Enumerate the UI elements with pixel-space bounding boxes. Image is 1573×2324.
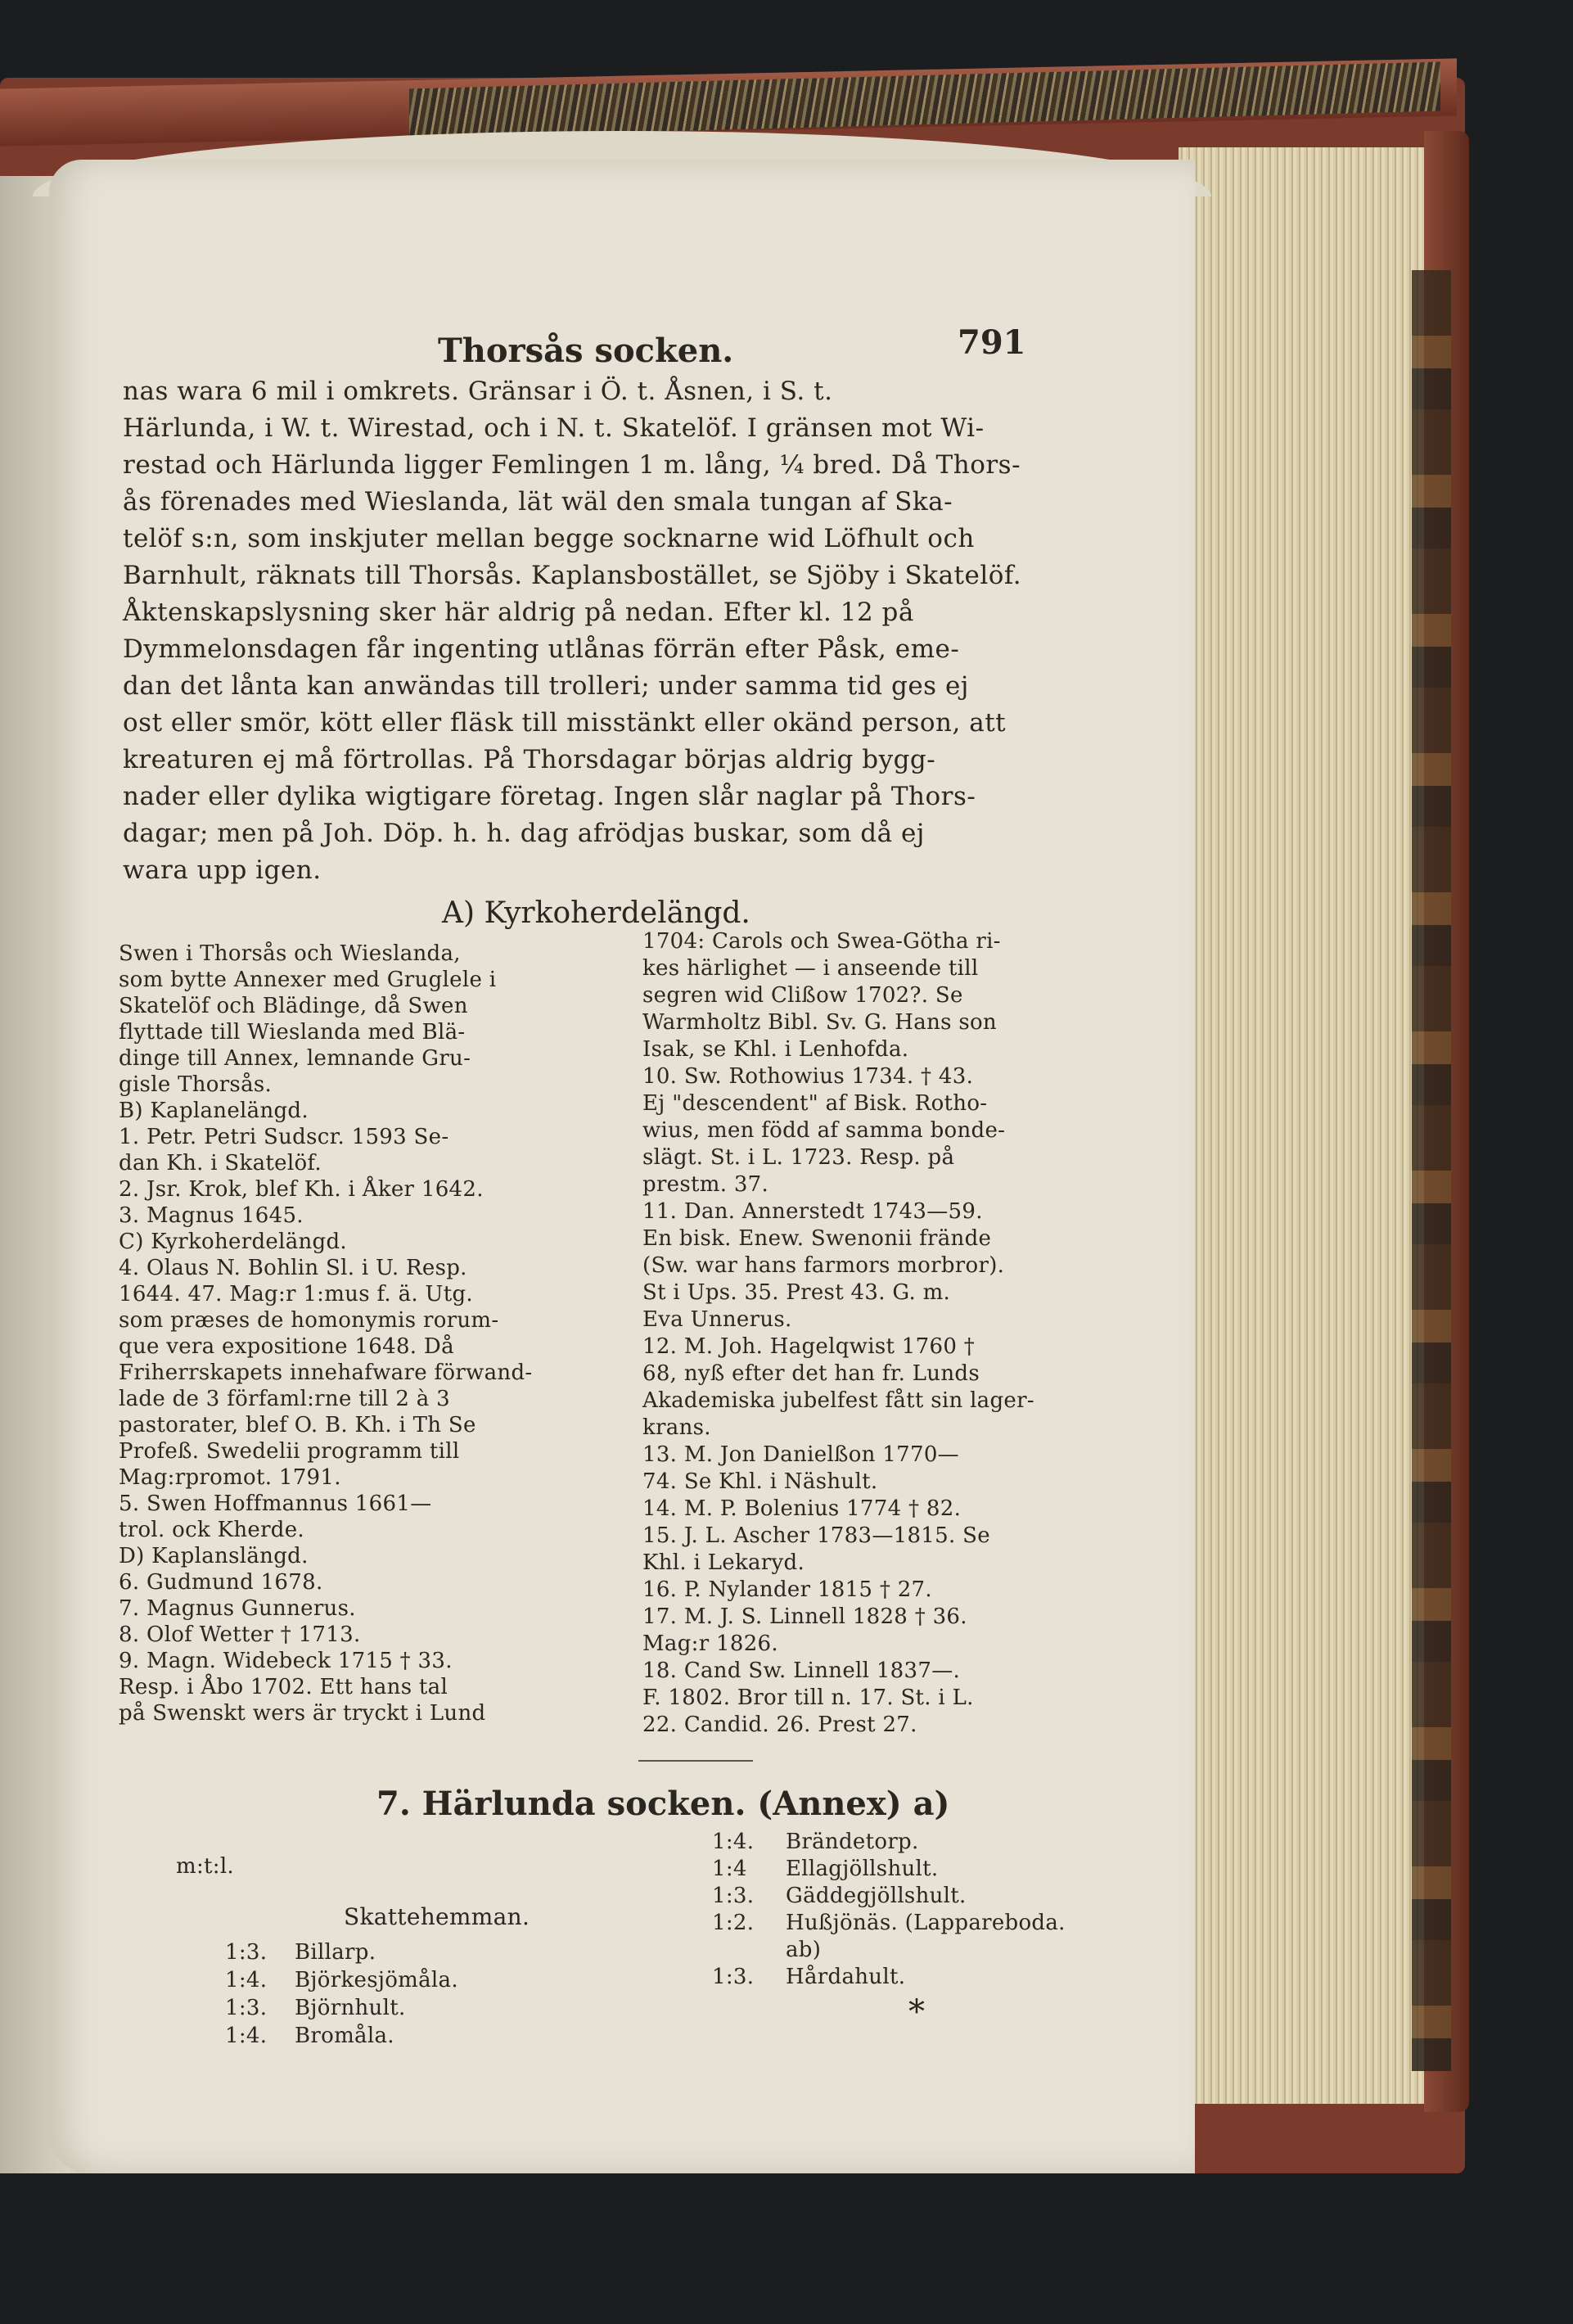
- body-line: telöf s:n, som inskjuter mellan begge socknarne wid Löfhult och: [123, 524, 975, 553]
- body-line: Dymmelonsdagen får ingenting utlånas förrän efter Påsk, eme-: [123, 634, 960, 664]
- left-col-line: dan Kh. i Skatelöf.: [119, 1151, 322, 1176]
- body-line: wara upp igen.: [123, 855, 322, 885]
- left-col-line: 1644. 47. Mag:r 1:mus f. ä. Utg.: [119, 1282, 473, 1306]
- farm-right-tal: 1:2.: [712, 1911, 755, 1935]
- farm-right-tal: 1:3.: [712, 1965, 755, 1989]
- left-col-line: som præses de homonymis rorum-: [119, 1308, 499, 1333]
- right-col-line: 10. Sw. Rothowius 1734. † 43.: [642, 1064, 974, 1089]
- left-col-line: 5. Swen Hoffmannus 1661—: [119, 1491, 432, 1516]
- footnote-mark: *: [908, 1993, 925, 2031]
- farm-left-name: Björkesjömåla.: [295, 1968, 458, 1992]
- farm-left-name: Bromåla.: [295, 2024, 394, 2048]
- left-col-line: Friherrskapets innehafware förwand-: [119, 1361, 533, 1385]
- right-col-line: Khl. i Lekaryd.: [642, 1550, 805, 1575]
- body-line: dan det lånta kan anwändas till trolleri; under samma tid ges ej: [123, 671, 969, 701]
- body-line: ås förenades med Wieslanda, lät wäl den smala tungan af Ska-: [123, 487, 953, 517]
- farm-left-tal: 1:3.: [225, 1996, 268, 2020]
- left-col-line: flyttade till Wieslanda med Blä-: [119, 1020, 466, 1045]
- left-col-line: D) Kaplanslängd.: [119, 1544, 309, 1568]
- left-col-line: Resp. i Åbo 1702. Ett hans tal: [119, 1675, 448, 1699]
- divider-rule: [638, 1760, 753, 1762]
- left-col-line: que vera expositione 1648. Då: [119, 1334, 454, 1359]
- right-col-line: 12. M. Joh. Hagelqwist 1760 †: [642, 1334, 976, 1359]
- mtl-label: m:t:l.: [176, 1854, 235, 1879]
- farm-right-tal: 1:4: [712, 1857, 747, 1881]
- right-col-line: 14. M. P. Bolenius 1774 † 82.: [642, 1496, 962, 1521]
- right-col-line: 13. M. Jon Danielßon 1770—: [642, 1442, 959, 1467]
- farm-right-tal: 1:3.: [712, 1884, 755, 1908]
- right-col-line: 74. Se Khl. i Näshult.: [642, 1469, 878, 1494]
- right-col-line: 22. Candid. 26. Prest 27.: [642, 1713, 917, 1737]
- right-col-line: Akademiska jubelfest fått sin lager-: [642, 1388, 1034, 1413]
- right-col-line: 17. M. J. S. Linnell 1828 † 36.: [642, 1604, 967, 1629]
- right-col-line: 1704: Carols och Swea-Götha ri-: [642, 929, 1001, 954]
- left-col-line: 9. Magn. Widebeck 1715 † 33.: [119, 1649, 453, 1673]
- body-line: Härlunda, i W. t. Wirestad, och i N. t. Skatelöf. I gränsen mot Wi-: [123, 413, 985, 443]
- farm-left-tal: 1:4.: [225, 1968, 268, 1992]
- left-col-line: 1. Petr. Petri Sudscr. 1593 Se-: [119, 1125, 449, 1149]
- right-col-line: 16. P. Nylander 1815 † 27.: [642, 1577, 932, 1602]
- left-col-line: Skatelöf och Blädinge, då Swen: [119, 994, 468, 1018]
- left-col-line: 3. Magnus 1645.: [119, 1203, 304, 1228]
- right-col-line: Ej "descendent" af Bisk. Rotho-: [642, 1091, 988, 1116]
- farm-right-name: Brändetorp.: [786, 1830, 919, 1854]
- body-line: dagar; men på Joh. Döp. h. h. dag afrödjas buskar, som då ej: [123, 819, 925, 848]
- left-col-line: trol. ock Kherde.: [119, 1518, 304, 1542]
- body-line: restad och Härlunda ligger Femlingen 1 m. lång, ¼ bred. Då Thors-: [123, 450, 1021, 480]
- left-col-line: 7. Magnus Gunnerus.: [119, 1596, 356, 1621]
- running-head: Thorsås socken.: [438, 332, 734, 370]
- body-line: nader eller dylika wigtigare företag. Ingen slår naglar på Thors-: [123, 782, 976, 811]
- left-col-line: Swen i Thorsås och Wieslanda,: [119, 941, 461, 966]
- left-col-line: 2. Jsr. Krok, blef Kh. i Åker 1642.: [119, 1177, 484, 1202]
- right-col-line: prestm. 37.: [642, 1172, 769, 1197]
- farm-right-name: ab): [786, 1938, 822, 1962]
- left-col-line: pastorater, blef O. B. Kh. i Th Se: [119, 1413, 476, 1437]
- right-col-line: (Sw. war hans farmors morbror).: [642, 1253, 1005, 1278]
- left-col-line: 8. Olof Wetter † 1713.: [119, 1622, 361, 1647]
- right-col-line: 18. Cand Sw. Linnell 1837—.: [642, 1658, 961, 1683]
- right-col-line: 68, nyß efter det han fr. Lunds: [642, 1361, 980, 1386]
- left-col-line: C) Kyrkoherdelängd.: [119, 1230, 347, 1254]
- right-col-line: slägt. St. i L. 1723. Resp. på: [642, 1145, 955, 1170]
- right-col-line: krans.: [642, 1415, 711, 1440]
- body-line: ost eller smör, kött eller fläsk till misstänkt eller okänd person, att: [123, 708, 1007, 738]
- farm-right-name: Gäddegjöllshult.: [786, 1884, 967, 1908]
- right-col-line: Mag:r 1826.: [642, 1631, 778, 1656]
- right-col-line: 11. Dan. Annerstedt 1743—59.: [642, 1199, 983, 1224]
- left-col-line: 6. Gudmund 1678.: [119, 1570, 323, 1595]
- left-col-line: 4. Olaus N. Bohlin Sl. i U. Resp.: [119, 1256, 467, 1280]
- page-number: 791: [958, 323, 1026, 362]
- skatte-heading: Skattehemman.: [344, 1903, 530, 1930]
- left-col-line: Profeß. Swedelii programm till: [119, 1439, 460, 1464]
- body-line: nas wara 6 mil i omkrets. Gränsar i Ö. t. Åsnen, i S. t.: [123, 377, 833, 406]
- right-col-line: En bisk. Enew. Swenonii frände: [642, 1226, 992, 1251]
- farm-left-tal: 1:4.: [225, 2024, 268, 2048]
- body-line: Åktenskapslysning sker här aldrig på nedan. Efter kl. 12 på: [123, 598, 914, 627]
- cover-decoration: [1412, 270, 1451, 2071]
- farm-right-name: Ellagjöllshult.: [786, 1857, 939, 1881]
- book-page: [49, 160, 1195, 2173]
- farm-right-tal: 1:4.: [712, 1830, 755, 1854]
- left-col-line: Mag:rpromot. 1791.: [119, 1465, 341, 1490]
- right-col-line: Isak, se Khl. i Lenhofda.: [642, 1037, 909, 1062]
- right-col-line: St i Ups. 35. Prest 43. G. m.: [642, 1280, 951, 1305]
- left-col-line: lade de 3 förfaml:rne till 2 à 3: [119, 1387, 450, 1411]
- right-col-line: kes härlighet — i anseende till: [642, 956, 979, 981]
- right-col-line: Warmholtz Bibl. Sv. G. Hans son: [642, 1010, 997, 1035]
- right-col-line: Eva Unnerus.: [642, 1307, 792, 1332]
- right-col-line: 15. J. L. Ascher 1783—1815. Se: [642, 1523, 990, 1548]
- page-stack: [1179, 147, 1440, 2104]
- right-col-line: wius, men född af samma bonde-: [642, 1118, 1006, 1143]
- section-a-heading: A) Kyrkoherdelängd.: [442, 896, 750, 930]
- farm-left-name: Billarp.: [295, 1940, 376, 1965]
- farm-right-name: Hußjönäs. (Lappareboda.: [786, 1911, 1066, 1935]
- body-line: Barnhult, räknats till Thorsås. Kaplansbostället, se Sjöby i Skatelöf.: [123, 561, 1022, 590]
- right-col-line: F. 1802. Bror till n. 17. St. i L.: [642, 1685, 974, 1710]
- left-col-line: på Swenskt wers är tryckt i Lund: [119, 1701, 486, 1726]
- body-line: kreaturen ej må förtrollas. På Thorsdagar börjas aldrig bygg-: [123, 745, 936, 774]
- left-col-line: B) Kaplanelängd.: [119, 1099, 309, 1123]
- left-col-line: som bytte Annexer med Gruglele i: [119, 968, 497, 992]
- section-7-heading: 7. Härlunda socken. (Annex) a): [376, 1785, 950, 1823]
- farm-left-name: Björnhult.: [295, 1996, 406, 2020]
- left-col-line: dinge till Annex, lemnande Gru-: [119, 1046, 471, 1071]
- farm-right-name: Hårdahult.: [786, 1965, 906, 1989]
- left-col-line: gisle Thorsås.: [119, 1072, 273, 1097]
- right-col-line: segren wid Clißow 1702?. Se: [642, 983, 963, 1008]
- farm-left-tal: 1:3.: [225, 1940, 268, 1965]
